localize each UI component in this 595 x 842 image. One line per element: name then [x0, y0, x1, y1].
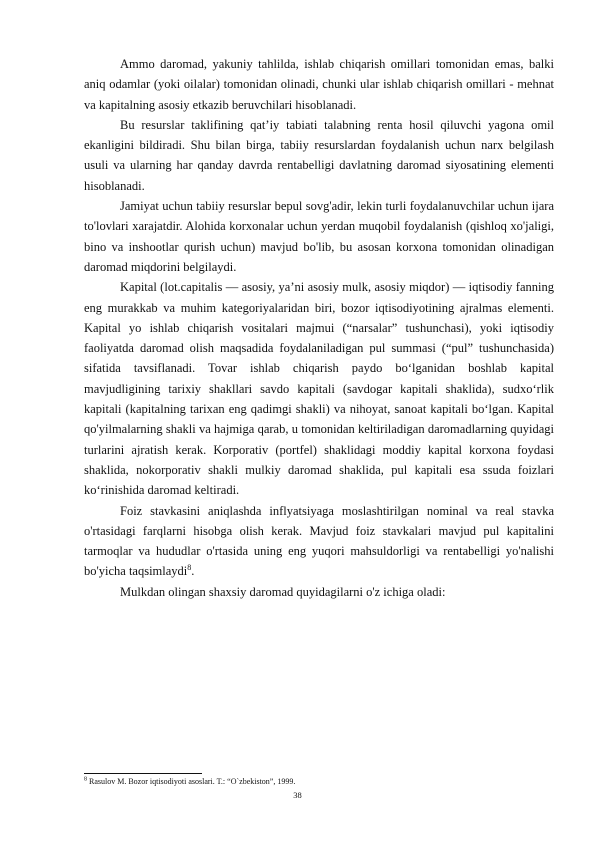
footnote-divider	[84, 773, 202, 774]
paragraph: Ammo daromad, yakuniy tahlilda, ishlab chiqarish omillari tomonidan emas, balki aniq odamlar (yoki oilalar) tomonidan olinadi, chunki ular ishlab chiqarish omillari - mehnat va kapitalning asosiy etkazib beruvchilari hisoblanadi.	[84, 57, 554, 112]
paragraph: Mulkdan olingan shaxsiy daromad quyidagilarni o'z ichiga oladi:	[120, 584, 446, 599]
footnote-number: 8	[84, 776, 87, 783]
paragraph-text: Foiz stavkasini aniqlashda inflyatsiyaga moslashtirilgan nominal va real stavka o'rtasidagi farqlarni hisobga olish kerak. Mavjud foiz stavkalari mavjud pul kapitalini tarmoqlar va hududlar o'rtasida uning eng yuqori mahsuldorligi va rentabelligi yo'nalishi bo'yicha taqsimlaydi	[84, 503, 554, 579]
footnote-text: Rasulov M. Bozor iqtisodiyoti asoslari. T.: “O`zbekiston”, 1999.	[89, 777, 296, 786]
paragraph: Jamiyat uchun tabiiy resurslar bepul sovg'adir, lekin turli foydalanuvchilar uchun ijara to'lovlari xarajatdir. Alohida korxonalar uchun yerdan muqobil foydalanish (qishloq xo'jaligi, bino va inshootlar qurish uchun) mavjud bo'lib, bu asosan korxona tomonidan olinadigan daromad miqdorini belgilaydi.	[84, 199, 554, 274]
page-number: 38	[293, 790, 302, 800]
paragraph-with-footnote-ref: Foiz stavkasini aniqlashda inflyatsiyaga moslashtirilgan nominal va real stavka o'rtasidagi farqlarni hisobga olish kerak. Mavjud foiz stavkalari mavjud pul kapitalini tarmoqlar va hududlar o'rtasida uning eng yuqori mahsuldorligi va rentabelligi yo'nalishi bo'yicha taqsimlaydi$^8$.	[84, 503, 554, 579]
footnote	[84, 777, 554, 787]
page-body	[84, 54, 554, 602]
paragraph: Kapital (lot.capitalis — asosiy, ya’ni asosiy mulk, asosiy miqdor) — iqtisodiy fanning eng murakkab va muhim kategoriyalaridan biri, bozor iqtisodiyotining ajralmas elementi. Kapital yo ishlab chiqarish vositalari majmui (“narsalar” tushunchasi), yoki iqtisodiy faoliyatda daromad olish maqsadida foydalaniladigan pul summasi (“pul” tushunchasida) sifatida tavsiflanadi. Tovar ishlab chiqarish paydo bo‘lganidan boshlab kapital mavjudligining tarixiy shakllari savdo kapitali (savdogar kapitali shaklida), sudxo‘rlik kapitali (kapitalning tarixan eng qadimgi shakli) va nihoyat, sanoat kapitali bo‘lgan. Kapital qo'yilmalarning shakli va hajmiga qarab, u tomonidan keltiriladigan daromadlarning quyidagi turlarini ajratish kerak. Korporativ (portfel) shaklidagi moddiy kapital korxona foydasi shaklida, nokorporativ shakli mulkiy daromad shaklida, pul kapitali esa ssuda foizlari ko‘rinishida daromad keltiradi.	[84, 280, 554, 498]
footnote-reference[interactable]: 8	[187, 563, 192, 573]
paragraph: Bu resurslar taklifining qat’iy tabiati talabning renta hosil qiluvchi yagona omil ekanligini bildiradi. Shu bilan birga, tabiiy resurslardan foydalanish uchun narx belgilash usuli va ularning har qanday davrda rentabelligi davlatning daromad siyosatining elementi hisoblanadi.	[84, 117, 554, 193]
